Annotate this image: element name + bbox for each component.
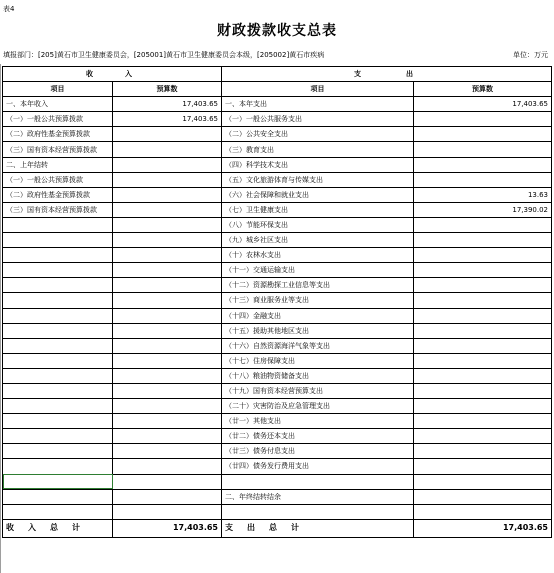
expense-budget-cell[interactable]	[414, 172, 552, 187]
page-title: 财政拨款收支总表	[217, 23, 337, 39]
table-row	[3, 217, 552, 232]
income-budget-cell[interactable]: 17,403.65	[113, 112, 222, 127]
income-budget-cell[interactable]	[113, 489, 222, 504]
income-budget-cell[interactable]	[113, 142, 222, 157]
expense-item-cell[interactable]: （五）文化旅游体育与传媒支出	[222, 172, 414, 187]
table-row	[3, 187, 552, 202]
expense-item-cell[interactable]: （二十）灾害防治及应急管理支出	[222, 399, 414, 414]
income-budget-cell[interactable]	[113, 338, 222, 353]
income-item-cell[interactable]	[3, 323, 113, 338]
expense-budget-cell[interactable]	[414, 112, 552, 127]
expense-item-cell[interactable]: （十）农林水支出	[222, 248, 414, 263]
total-row	[3, 519, 552, 537]
income-budget-cell[interactable]	[113, 444, 222, 459]
income-item-cell[interactable]: （二）政府性基金预算拨款	[3, 187, 113, 202]
expense-item-cell[interactable]: （十一）交通运输支出	[222, 263, 414, 278]
income-item-cell[interactable]: 二、上年结转	[3, 157, 113, 172]
expense-budget-header[interactable]: 预算数	[414, 82, 552, 97]
table-row	[3, 248, 552, 263]
income-item-cell[interactable]: （二）政府性基金预算拨款	[3, 127, 113, 142]
expense-budget-cell[interactable]	[414, 368, 552, 383]
income-item-cell[interactable]	[3, 353, 113, 368]
expense-total-label[interactable]: 支出总计	[222, 519, 414, 537]
income-item-cell[interactable]	[3, 474, 113, 489]
expense-item-cell[interactable]: （廿四）债务发行费用支出	[222, 459, 414, 474]
expense-budget-cell[interactable]	[414, 444, 552, 459]
expense-budget-cell[interactable]	[414, 293, 552, 308]
expense-header[interactable]: 支 出	[222, 67, 552, 82]
expense-item-cell[interactable]: （廿一）其他支出	[222, 414, 414, 429]
expense-item-cell[interactable]: 二、年终结转结余	[222, 489, 414, 504]
income-item-cell[interactable]	[3, 459, 113, 474]
expense-item-cell[interactable]: （十三）商业服务业等支出	[222, 293, 414, 308]
table-row	[3, 414, 552, 429]
expense-budget-cell[interactable]	[414, 308, 552, 323]
income-item-cell[interactable]	[3, 368, 113, 383]
table-row	[3, 293, 552, 308]
income-item-cell[interactable]: （三）国有资本经营预算拨款	[3, 142, 113, 157]
expense-item-cell[interactable]: （七）卫生健康支出	[222, 202, 414, 217]
sheet-tag: 表4	[3, 5, 15, 13]
income-budget-cell[interactable]: 17,403.65	[113, 97, 222, 112]
table-row	[3, 172, 552, 187]
income-item-cell[interactable]	[3, 429, 113, 444]
table-row	[3, 127, 552, 142]
table-row	[3, 489, 552, 504]
table-row	[3, 157, 552, 172]
expense-item-cell[interactable]: （十二）资源勘探工业信息等支出	[222, 278, 414, 293]
income-budget-cell[interactable]	[113, 172, 222, 187]
table-row	[3, 112, 552, 127]
expense-budget-cell[interactable]	[414, 429, 552, 444]
expense-budget-cell[interactable]	[414, 278, 552, 293]
expense-item-cell[interactable]: （十五）援助其他地区支出	[222, 323, 414, 338]
expense-budget-cell[interactable]	[414, 263, 552, 278]
income-budget-cell[interactable]	[113, 308, 222, 323]
income-item-cell[interactable]	[3, 233, 113, 248]
expense-item-cell[interactable]: （十六）自然资源海洋气象等支出	[222, 338, 414, 353]
expense-item-cell[interactable]: （十七）住房保障支出	[222, 353, 414, 368]
expense-budget-cell[interactable]	[414, 217, 552, 232]
expense-budget-cell[interactable]	[414, 142, 552, 157]
table-row	[3, 383, 552, 398]
income-total-value[interactable]: 17,403.65	[113, 519, 222, 537]
expense-item-cell[interactable]	[222, 474, 414, 489]
income-budget-cell[interactable]	[113, 429, 222, 444]
income-budget-cell[interactable]	[113, 353, 222, 368]
expense-item-cell[interactable]: （十九）国有资本经营预算支出	[222, 383, 414, 398]
table-row	[3, 233, 552, 248]
income-budget-cell[interactable]	[113, 263, 222, 278]
header-row-columns	[3, 82, 552, 97]
income-item-cell[interactable]: 一、本年收入	[3, 97, 113, 112]
expense-budget-cell[interactable]	[414, 323, 552, 338]
table-row	[3, 459, 552, 474]
unit-label: 单位：万元	[513, 51, 548, 59]
expense-budget-cell[interactable]	[414, 474, 552, 489]
income-item-header[interactable]: 项目	[3, 82, 113, 97]
row-header-edge	[0, 64, 1, 573]
expense-item-cell[interactable]: （二）公共安全支出	[222, 127, 414, 142]
expense-item-header[interactable]: 项目	[222, 82, 414, 97]
income-item-cell[interactable]	[3, 504, 113, 519]
income-budget-cell[interactable]	[113, 383, 222, 398]
income-budget-cell[interactable]	[113, 323, 222, 338]
income-header[interactable]: 收 入	[3, 67, 222, 82]
expense-budget-cell[interactable]	[414, 504, 552, 519]
income-item-cell[interactable]	[3, 444, 113, 459]
income-budget-cell[interactable]	[113, 368, 222, 383]
income-budget-cell[interactable]	[113, 414, 222, 429]
expense-budget-cell[interactable]	[414, 338, 552, 353]
expense-budget-cell[interactable]	[414, 233, 552, 248]
income-item-cell[interactable]	[3, 383, 113, 398]
income-budget-cell[interactable]	[113, 474, 222, 489]
income-budget-cell[interactable]	[113, 504, 222, 519]
expense-item-cell[interactable]	[222, 504, 414, 519]
income-budget-cell[interactable]	[113, 202, 222, 217]
expense-item-cell[interactable]: （一）一般公共服务支出	[222, 112, 414, 127]
expense-item-cell[interactable]: （三）教育支出	[222, 142, 414, 157]
income-budget-cell[interactable]	[113, 459, 222, 474]
income-budget-cell[interactable]	[113, 293, 222, 308]
expense-item-cell[interactable]: 一、本年支出	[222, 97, 414, 112]
budget-table	[2, 66, 552, 538]
income-item-cell[interactable]	[3, 263, 113, 278]
expense-item-cell[interactable]: （八）节能环保支出	[222, 217, 414, 232]
table-row	[3, 399, 552, 414]
income-budget-cell[interactable]	[113, 233, 222, 248]
income-item-cell[interactable]	[3, 217, 113, 232]
table-row	[3, 353, 552, 368]
expense-budget-cell[interactable]	[414, 127, 552, 142]
table-row	[3, 338, 552, 353]
income-item-cell[interactable]: （三）国有资本经营预算拨款	[3, 202, 113, 217]
table-row	[3, 323, 552, 338]
income-item-cell[interactable]	[3, 293, 113, 308]
income-item-cell[interactable]: （一）一般公共预算拨款	[3, 112, 113, 127]
income-item-cell[interactable]: （一）一般公共预算拨款	[3, 172, 113, 187]
table-body	[3, 97, 552, 520]
table-row	[3, 263, 552, 278]
expense-budget-cell[interactable]: 13.63	[414, 187, 552, 202]
income-budget-cell[interactable]	[113, 278, 222, 293]
table-row	[3, 429, 552, 444]
income-budget-header[interactable]: 预算数	[113, 82, 222, 97]
income-budget-cell[interactable]	[113, 248, 222, 263]
income-budget-cell[interactable]	[113, 399, 222, 414]
income-item-cell[interactable]	[3, 414, 113, 429]
expense-budget-cell[interactable]	[414, 459, 552, 474]
expense-budget-cell[interactable]	[414, 353, 552, 368]
income-item-cell[interactable]	[3, 308, 113, 323]
income-item-cell[interactable]	[3, 399, 113, 414]
table-row	[3, 97, 552, 112]
table-row	[3, 444, 552, 459]
expense-item-cell[interactable]: （廿二）债务还本支出	[222, 429, 414, 444]
income-item-cell[interactable]	[3, 248, 113, 263]
income-item-cell[interactable]	[3, 278, 113, 293]
expense-budget-cell[interactable]	[414, 489, 552, 504]
table-row	[3, 202, 552, 217]
expense-item-cell[interactable]: （廿三）债务付息支出	[222, 444, 414, 459]
expense-budget-cell[interactable]	[414, 399, 552, 414]
reporting-agency: 填报部门：[205]黄石市卫生健康委员会，[205001]黄石市卫生健康委员会本级，[205002]黄石市疾病	[3, 51, 325, 59]
table-row	[3, 308, 552, 323]
income-total-label[interactable]: 收入总计	[3, 519, 113, 537]
expense-budget-cell[interactable]	[414, 157, 552, 172]
expense-item-cell[interactable]: （六）社会保障和就业支出	[222, 187, 414, 202]
table-row	[3, 504, 552, 519]
table-row	[3, 474, 552, 489]
expense-item-cell[interactable]: （九）城乡社区支出	[222, 233, 414, 248]
income-budget-cell[interactable]	[113, 217, 222, 232]
expense-item-cell[interactable]: （十八）粮油物资储备支出	[222, 368, 414, 383]
income-item-cell[interactable]	[3, 338, 113, 353]
table-row	[3, 368, 552, 383]
expense-item-cell[interactable]: （四）科学技术支出	[222, 157, 414, 172]
expense-budget-cell[interactable]: 17,390.02	[414, 202, 552, 217]
table-row	[3, 142, 552, 157]
income-budget-cell[interactable]	[113, 157, 222, 172]
expense-budget-cell[interactable]	[414, 248, 552, 263]
income-item-cell[interactable]	[3, 489, 113, 504]
expense-item-cell[interactable]: （十四）金融支出	[222, 308, 414, 323]
table-row	[3, 278, 552, 293]
header-row-groups	[3, 67, 552, 82]
expense-budget-cell[interactable]	[414, 414, 552, 429]
expense-total-value[interactable]: 17,403.65	[414, 519, 552, 537]
income-budget-cell[interactable]	[113, 127, 222, 142]
income-budget-cell[interactable]	[113, 187, 222, 202]
expense-budget-cell[interactable]: 17,403.65	[414, 97, 552, 112]
expense-budget-cell[interactable]	[414, 383, 552, 398]
